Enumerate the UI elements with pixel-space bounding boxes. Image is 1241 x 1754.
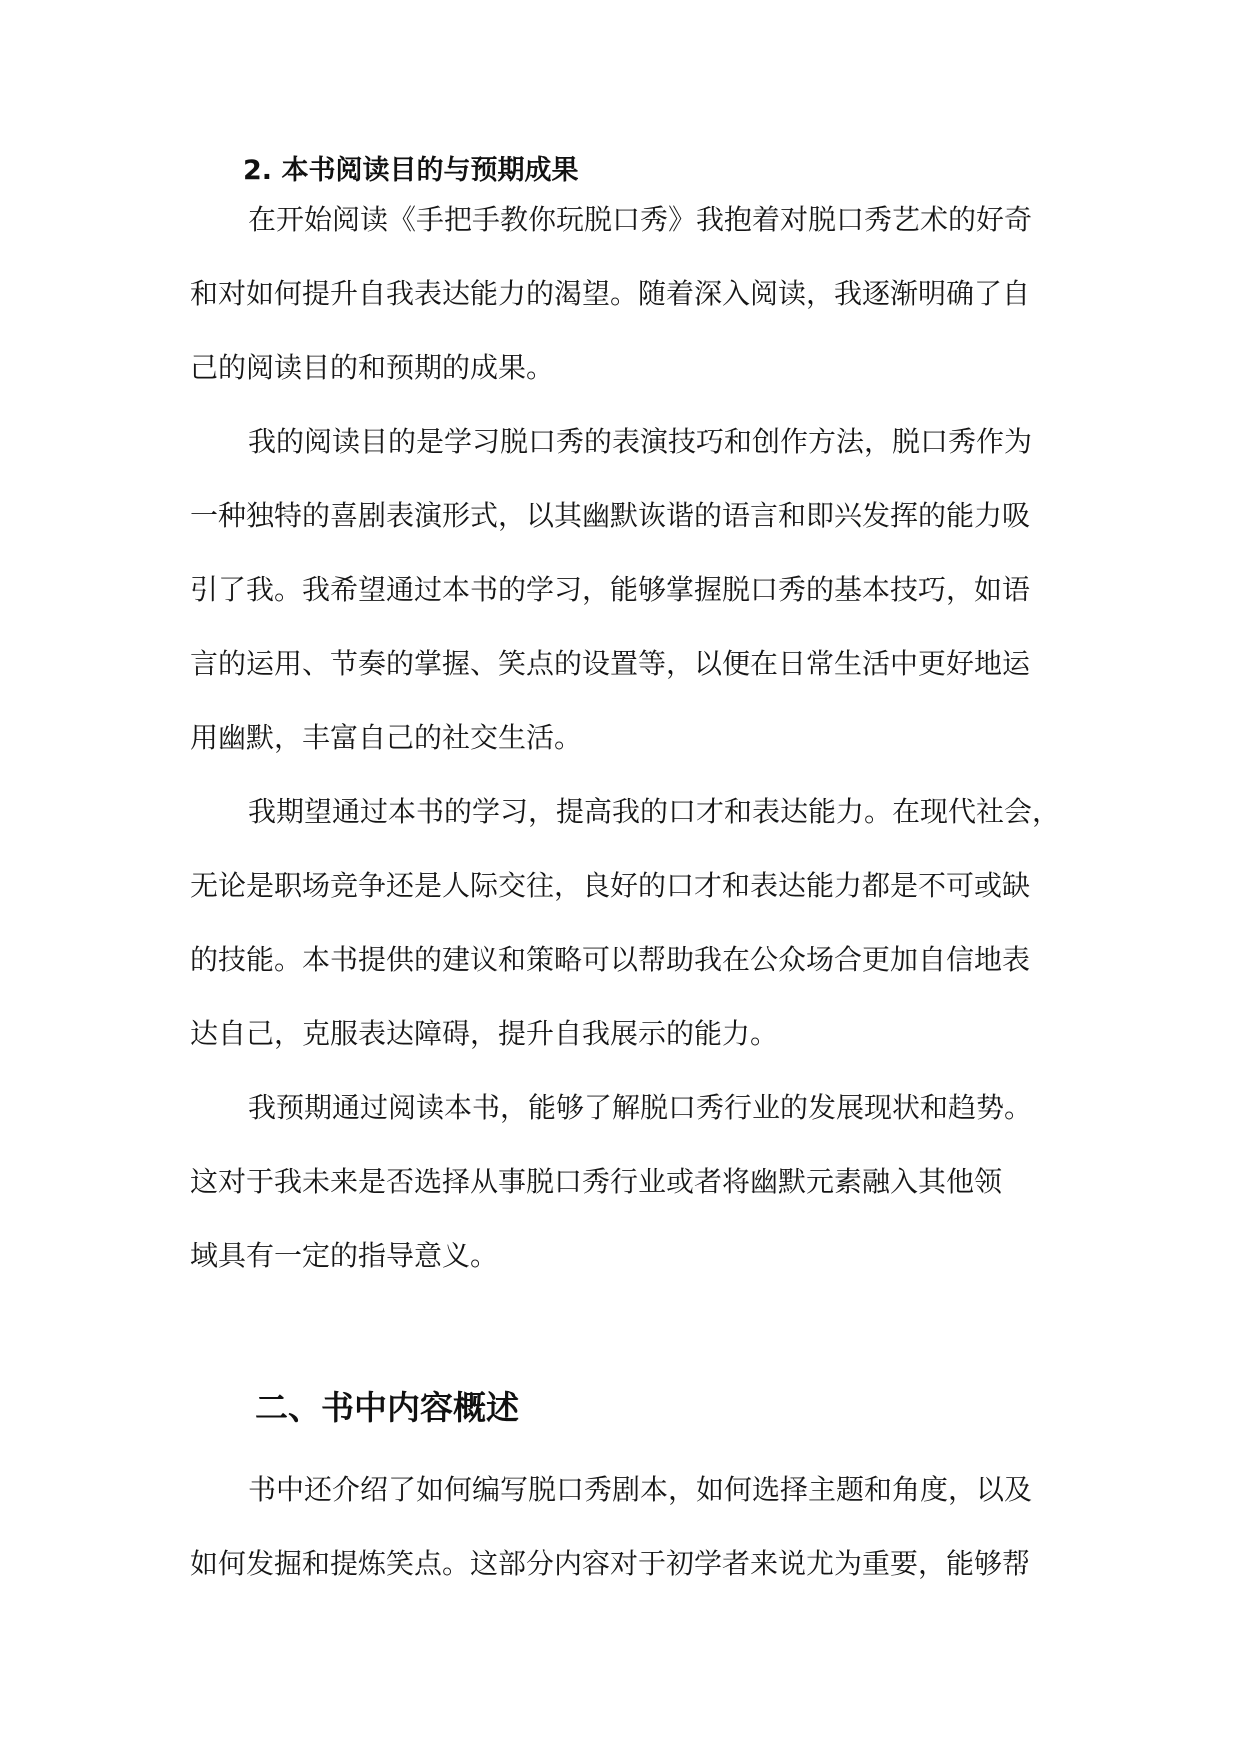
paragraph-3-line-2: 无论是职场竞争还是人际交往，良好的口才和表达能力都是不可或缺: [190, 869, 1031, 902]
paragraph-2-line-2: 一种独特的喜剧表演形式，以其幽默诙谐的语言和即兴发挥的能力吸: [190, 499, 1031, 532]
paragraph-3-line-1: 我期望通过本书的学习，提高我的口才和表达能力。在现代社会，: [248, 795, 1061, 828]
section-heading: 2. 本书阅读目的与预期成果: [243, 155, 579, 186]
paragraph-1-line-1: 在开始阅读《手把手教你玩脱口秀》我抱着对脱口秀艺术的好奇: [248, 203, 1033, 236]
paragraph-4-line-1: 我预期通过阅读本书，能够了解脱口秀行业的发展现状和趋势。: [248, 1091, 1033, 1124]
paragraph-2-line-5: 用幽默，丰富自己的社交生活。: [190, 721, 583, 754]
paragraph-2-line-4: 言的运用、节奏的掌握、笑点的设置等，以便在日常生活中更好地运: [190, 647, 1031, 680]
paragraph-3-line-3: 的技能。本书提供的建议和策略可以帮助我在公众场合更加自信地表: [190, 943, 1031, 976]
paragraph-1-line-3: 己的阅读目的和预期的成果。: [190, 351, 555, 384]
paragraph-4-line-2: 这对于我未来是否选择从事脱口秀行业或者将幽默元素融入其他领: [190, 1165, 1003, 1198]
chapter-heading: 二、书中内容概述: [255, 1388, 519, 1427]
paragraph-2-line-3: 引了我。我希望通过本书的学习，能够掌握脱口秀的基本技巧，如语: [190, 573, 1031, 606]
paragraph-5-line-2: 如何发掘和提炼笑点。这部分内容对于初学者来说尤为重要，能够帮: [190, 1547, 1031, 1580]
paragraph-2-line-1: 我的阅读目的是学习脱口秀的表演技巧和创作方法，脱口秀作为: [248, 425, 1033, 458]
paragraph-1-line-2: 和对如何提升自我表达能力的渴望。随着深入阅读，我逐渐明确了自: [190, 277, 1031, 310]
paragraph-4-line-3: 域具有一定的指导意义。: [190, 1239, 499, 1272]
paragraph-3-line-4: 达自己，克服表达障碍，提升自我展示的能力。: [190, 1017, 779, 1050]
paragraph-5-line-1: 书中还介绍了如何编写脱口秀剧本，如何选择主题和角度，以及: [248, 1473, 1033, 1506]
